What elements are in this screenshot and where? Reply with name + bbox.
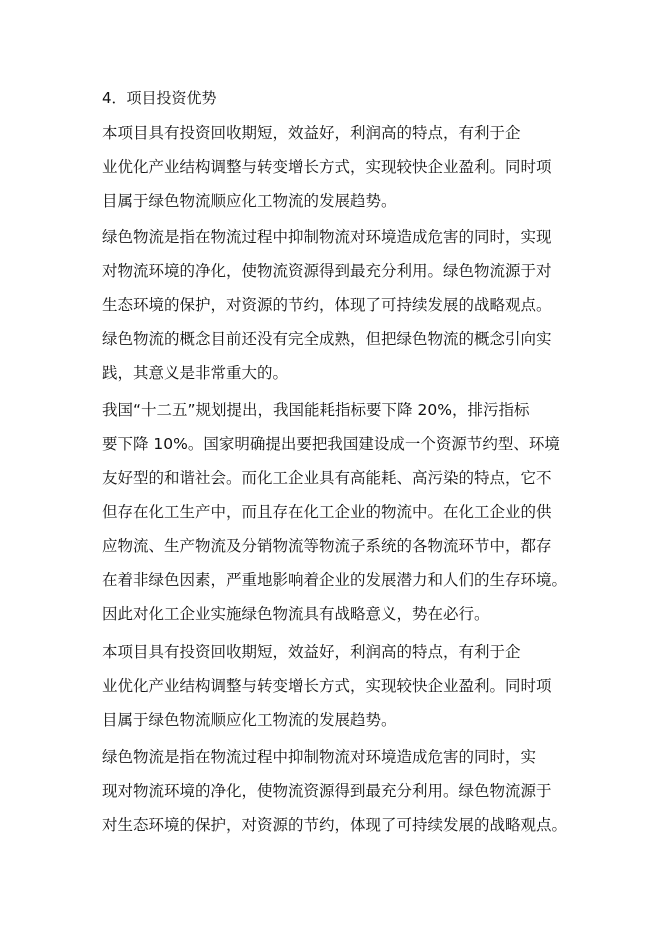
paragraph-line: 对物流环境的净化，使物流资源得到最充分利用。绿色物流源于对 [102,262,552,280]
paragraph-line: 但存在化工生产中，而且存在化工企业的物流中。在化工企业的供 [102,503,552,521]
paragraph-line: 因此对化工企业实施绿色物流具有战略意义，势在必行。 [102,605,490,623]
paragraph-line: 本项目具有投资回收期短，效益好，利润高的特点，有利于企 [102,124,521,142]
paragraph-line: 要下降 10%。国家明确提出要把我国建设成一个资源节约型、环境 [102,435,560,453]
paragraph-line: 目属于绿色物流顺应化工物流的发展趋势。 [102,711,397,729]
paragraph-line: 本项目具有投资回收期短，效益好，利润高的特点，有利于企 [102,643,521,661]
paragraph-line: 我国“十二五”规划提出，我国能耗指标要下降 20%，排污指标 [102,401,530,419]
paragraph-line: 绿色物流是指在物流过程中抑制物流对环境造成危害的同时，实 [102,748,537,766]
paragraph-line: 友好型的和谐社会。而化工企业具有高能耗、高污染的特点，它不 [102,469,552,487]
paragraph-line: 目属于绿色物流顺应化工物流的发展趋势。 [102,192,397,210]
paragraph-line: 对生态环境的保护，对资源的节约，体现了可持续发展的战略观点。 [102,816,568,834]
section-heading: 4．项目投资优势 [102,89,217,107]
paragraph-line: 现对物流环境的净化，使物流资源得到最充分利用。绿色物流源于 [102,782,552,800]
paragraph-line: 业优化产业结构调整与转变增长方式，实现较快企业盈利。同时项 [102,677,552,695]
paragraph-line: 业优化产业结构调整与转变增长方式，实现较快企业盈利。同时项 [102,158,552,176]
paragraph-line: 应物流、生产物流及分销物流等物流子系统的各物流环节中，都存 [102,537,552,555]
paragraph-line: 绿色物流是指在物流过程中抑制物流对环境造成危害的同时，实现 [102,228,552,246]
paragraph-line: 生态环境的保护，对资源的节约，体现了可持续发展的战略观点。 [102,296,552,314]
paragraph-line: 践，其意义是非常重大的。 [102,364,289,382]
paragraph-line: 在着非绿色因素，严重地影响着企业的发展潜力和人们的生存环境。 [102,571,568,589]
paragraph-line: 绿色物流的概念目前还没有完全成熟，但把绿色物流的概念引向实 [102,330,552,348]
